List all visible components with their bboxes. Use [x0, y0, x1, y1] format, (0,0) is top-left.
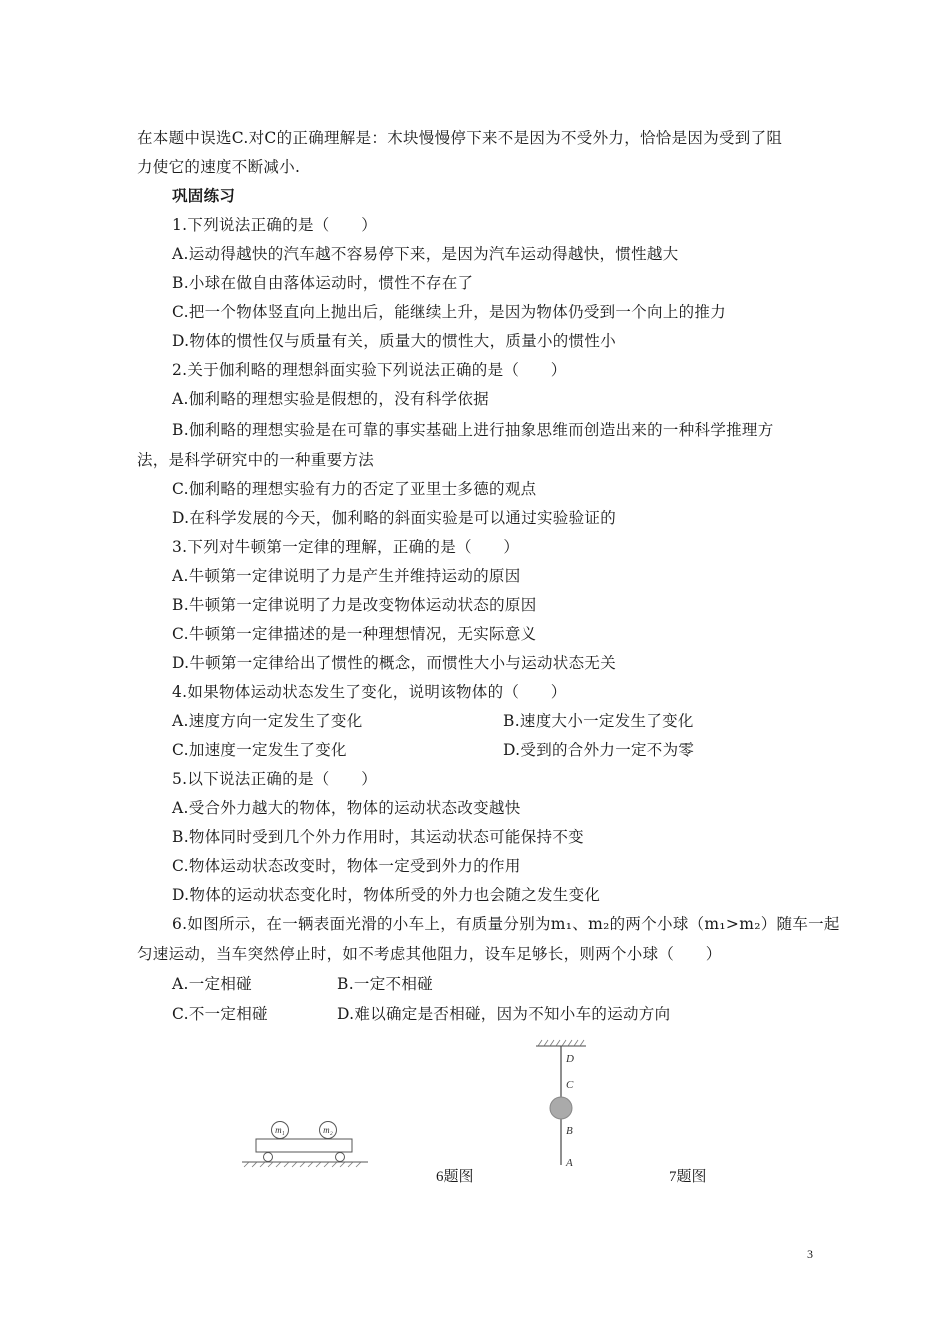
q6-option-b: B.一定不相碰	[337, 975, 433, 993]
q1-option-d: D.物体的惯性仅与质量有关，质量大的惯性大，质量小的惯性小	[172, 332, 617, 350]
ground	[242, 1162, 368, 1167]
intro-line-1: 在本题中误选C.对C的正确理解是：木块慢慢停下来不是因为不受外力，恰恰是因为受到了阻	[137, 129, 783, 147]
q4-stem: 4.如果物体运动状态发生了变化，说明该物体的（ ）	[172, 683, 567, 701]
ball-m1-label: m₁	[275, 1125, 285, 1135]
intro-line-2: 力使它的速度不断减小.	[137, 158, 301, 176]
q5-option-a: A.受合外力越大的物体，物体的运动状态改变越快	[172, 799, 521, 817]
q1-stem: 1.下列说法正确的是（ ）	[172, 216, 377, 234]
q4-option-a: A.速度方向一定发生了变化	[172, 712, 363, 730]
pendulum-figure	[530, 1038, 590, 1168]
point-a: A	[566, 1157, 573, 1168]
q2-option-b-line1: B.伽利略的理想实验是在可靠的事实基础上进行抽象思维而创造出来的一种科学推理方	[172, 421, 774, 439]
q1-option-a: A.运动得越快的汽车越不容易停下来，是因为汽车运动得越快，惯性越大	[172, 245, 679, 263]
q6-stem-line1: 6.如图所示，在一辆表面光滑的小车上，有质量分别为m₁、m₂的两个小球（m₁>m₂）随车一起	[172, 915, 840, 933]
q2-option-c: C.伽利略的理想实验有力的否定了亚里士多德的观点	[172, 480, 537, 498]
q4-option-b: B.速度大小一定发生了变化	[503, 712, 694, 730]
q5-stem: 5.以下说法正确的是（ ）	[172, 770, 377, 788]
q6-option-a: A.一定相碰	[172, 975, 252, 993]
q4-option-d: D.受到的合外力一定不为零	[503, 741, 695, 759]
page-number: 3	[807, 1247, 813, 1261]
q3-option-b: B.牛顿第一定律说明了力是改变物体运动状态的原因	[172, 596, 537, 614]
q5-option-b: B.物体同时受到几个外力作用时，其运动状态可能保持不变	[172, 828, 584, 846]
q1-option-c: C.把一个物体竖直向上抛出后，能继续上升，是因为物体仍受到一个向上的推力	[172, 303, 727, 321]
pendulum-ball	[550, 1097, 572, 1119]
figure-7-caption: 7题图	[669, 1169, 707, 1185]
q3-option-c: C.牛顿第一定律描述的是一种理想情况，无实际意义	[172, 625, 537, 643]
figure-6-caption: 6题图	[436, 1169, 474, 1185]
q1-option-b: B.小球在做自由落体运动时，惯性不存在了	[172, 274, 474, 292]
q6-stem-line2: 匀速运动，当车突然停止时，如不考虑其他阻力，设车足够长，则两个小球（ ）	[137, 945, 722, 963]
point-c: C	[566, 1079, 574, 1091]
ball-m2-label: m₂	[323, 1125, 333, 1135]
cart-figure	[236, 1112, 376, 1168]
q5-option-c: C.物体运动状态改变时，物体一定受到外力的作用	[172, 857, 521, 875]
q5-option-d: D.物体的运动状态变化时，物体所受的外力也会随之发生变化	[172, 886, 601, 904]
q2-stem: 2.关于伽利略的理想斜面实验下列说法正确的是（ ）	[172, 361, 567, 379]
q6-option-c: C.不一定相碰	[172, 1005, 268, 1023]
cart-body	[256, 1139, 352, 1152]
point-b: B	[566, 1125, 573, 1137]
q2-option-b-line2: 法，是科学研究中的一种重要方法	[137, 451, 375, 469]
point-d: D	[566, 1053, 574, 1065]
q2-option-a: A.伽利略的理想实验是假想的，没有科学依据	[172, 390, 489, 408]
q6-option-d: D.难以确定是否相碰，因为不知小车的运动方向	[337, 1005, 671, 1023]
cart-wheel-left	[264, 1153, 273, 1162]
cart-wheel-right	[336, 1153, 345, 1162]
q2-option-d: D.在科学发展的今天，伽利略的斜面实验是可以通过实验验证的	[172, 509, 617, 527]
q3-option-d: D.牛顿第一定律给出了惯性的概念，而惯性大小与运动状态无关	[172, 654, 617, 672]
q3-stem: 3.下列对牛顿第一定律的理解，正确的是（ ）	[172, 538, 520, 556]
q4-option-c: C.加速度一定发生了变化	[172, 741, 347, 759]
section-title: 巩固练习	[172, 186, 236, 205]
q3-option-a: A.牛顿第一定律说明了力是产生并维持运动的原因	[172, 567, 521, 585]
